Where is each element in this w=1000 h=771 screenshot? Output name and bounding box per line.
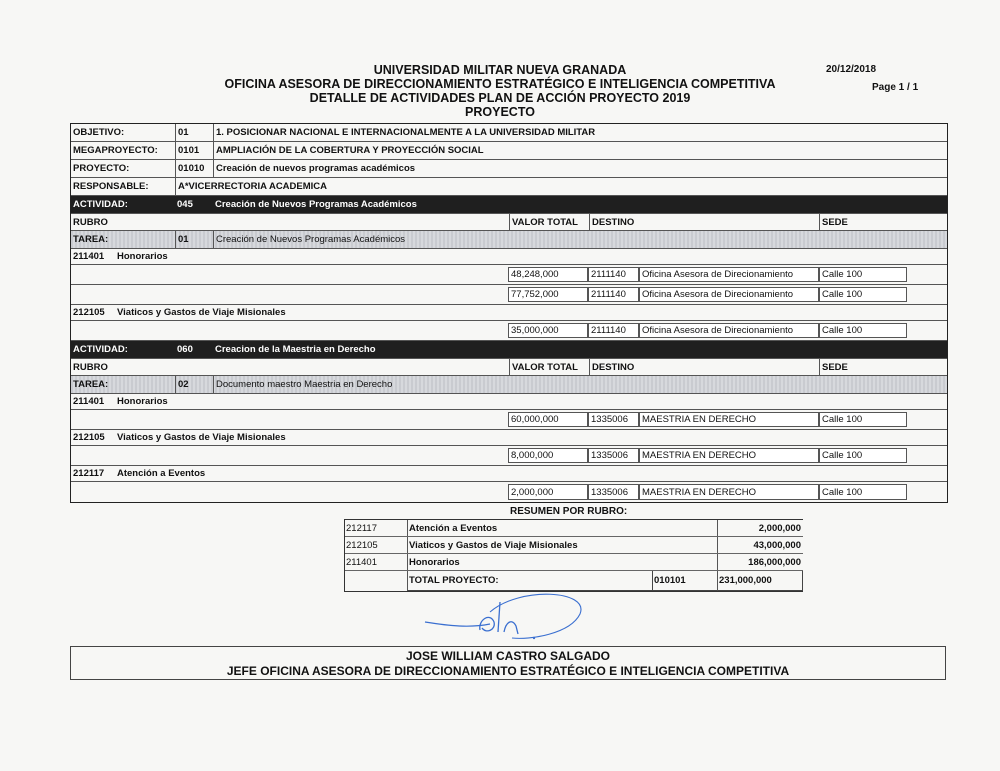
line-sede: Calle 100 [819,287,907,302]
summary-value: 43,000,000 [717,537,803,553]
summary-code: 212105 [346,539,378,551]
responsable-value: A*VICERRECTORIA ACADEMICA [175,178,327,195]
summary-title: RESUMEN POR RUBRO: [510,506,628,517]
proyecto-label: PROYECTO: [73,163,130,174]
report-title [0,91,1000,105]
line-valor: 8,000,000 [508,448,588,463]
line-valor: 35,000,000 [508,323,588,338]
responsable-row [71,178,947,196]
activity-code: 060 [177,344,193,355]
megaproyecto-label: MEGAPROYECTO: [73,145,158,156]
total-value: 231,000,000 [717,571,803,591]
report-year: 2019 [662,91,691,105]
tarea-code: 02 [175,376,213,393]
column-header-row [71,359,947,376]
rubro-code: 211401 [73,251,105,262]
line-sede: Calle 100 [819,267,907,282]
megaproyecto-code: 0101 [175,142,213,159]
line-sede: Calle 100 [819,484,907,500]
line-destino-code: 2111140 [588,287,639,302]
rubro-code: 212117 [73,468,105,479]
objetivo-row [71,124,947,142]
rubro-name: Honorarios [117,251,168,262]
rubro-code: 212105 [73,307,105,318]
signature-block [70,646,946,680]
line-valor: 2,000,000 [508,484,588,500]
proyecto-name: Creación de nuevos programas académicos [213,160,415,177]
activity-name: Creación de Nuevos Programas Académicos [215,199,417,210]
signature-mark [420,582,590,652]
line-destino: MAESTRIA EN DERECHO [639,484,819,500]
activity-label: ACTIVIDAD: [73,344,128,355]
summary-row [345,520,803,537]
line-row [71,265,947,285]
activity-label: ACTIVIDAD: [73,199,128,210]
activity-code: 045 [177,199,193,210]
signatory-title: JEFE OFICINA ASESORA DE DIRECCIONAMIENTO ESTRATÉGICO E INTELIGENCIA COMPETITIVA [226,664,790,678]
summary-code: 211401 [346,556,377,568]
col-valor: VALOR TOTAL [509,214,589,230]
summary-name: Honorarios [407,554,717,570]
signatory-name: JOSE WILLIAM CASTRO SALGADO [406,649,610,663]
megaproyecto-row [71,142,947,160]
rubro-name: Honorarios [117,396,168,407]
line-valor: 60,000,000 [508,412,588,427]
activity-row [71,341,947,359]
rubro-name: Atención a Eventos [117,468,206,479]
line-destino-code: 1335006 [588,448,639,463]
total-label: TOTAL PROYECTO: [407,571,653,591]
line-destino-code: 1335006 [588,484,639,500]
summary-row [345,537,803,554]
rubro-row [71,249,947,265]
activity-row [71,196,947,214]
line-row [71,410,947,430]
report-subtitle: PROYECTO [465,105,535,119]
rubro-row [71,305,947,321]
rubro-row [71,394,947,410]
summary-value: 2,000,000 [717,520,803,536]
col-rubro: RUBRO [73,216,108,228]
activity-name: Creacion de la Maestria en Derecho [215,344,376,355]
summary-name: Atención a Eventos [407,520,717,536]
line-sede: Calle 100 [819,412,907,427]
line-valor: 48,248,000 [508,267,588,282]
line-valor: 77,752,000 [508,287,588,302]
tarea-name: Creación de Nuevos Programas Académicos [213,231,405,248]
tarea-label: TAREA: [73,234,109,245]
line-destino: Oficina Asesora de Direcionamiento [639,287,819,302]
rubro-code: 212105 [73,432,105,443]
line-row [71,321,947,341]
university-name: UNIVERSIDAD MILITAR NUEVA GRANADA [373,63,627,77]
tarea-code: 01 [175,231,213,248]
line-destino-code: 1335006 [588,412,639,427]
objetivo-code: 01 [175,124,213,141]
megaproyecto-name: AMPLIACIÓN DE LA COBERTURA Y PROYECCIÓN SOCIAL [213,142,484,159]
summary-code: 212117 [346,522,377,534]
tarea-label: TAREA: [73,379,109,390]
page-number: Page 1 / 1 [872,82,919,93]
report-detail: DETALLE DE ACTIVIDADES PLAN DE ACCIÓN PROYECTO [309,91,660,105]
proyecto-code: 01010 [175,160,213,177]
line-row [71,446,947,466]
line-destino: Oficina Asesora de Direcionamiento [639,267,819,282]
col-sede: SEDE [819,214,848,230]
line-destino-code: 2111140 [588,323,639,338]
line-destino: MAESTRIA EN DERECHO [639,412,819,427]
rubro-row [71,466,947,482]
line-destino-code: 2111140 [588,267,639,282]
tarea-row [71,231,947,249]
rubro-name: Viaticos y Gastos de Viaje Misionales [117,432,286,443]
summary-row [345,554,803,571]
col-destino: DESTINO [589,359,634,375]
line-row [71,285,947,305]
rubro-row [71,430,947,446]
col-destino: DESTINO [589,214,634,230]
col-valor: VALOR TOTAL [509,359,589,375]
col-sede: SEDE [819,359,848,375]
summary-value: 186,000,000 [717,554,803,570]
summary-name: Viaticos y Gastos de Viaje Misionales [407,537,717,553]
line-destino: MAESTRIA EN DERECHO [639,448,819,463]
report-table [70,123,948,503]
total-code: 010101 [653,571,717,591]
responsable-label: RESPONSABLE: [73,181,149,192]
report-date: 20/12/2018 [826,64,877,75]
office-name: OFICINA ASESORA DE DIRECCIONAMIENTO ESTRATÉGICO E INTELIGENCIA COMPETITIVA [224,77,776,91]
column-header-row [71,214,947,231]
line-sede: Calle 100 [819,448,907,463]
proyecto-row [71,160,947,178]
tarea-row [71,376,947,394]
objetivo-name: 1. POSICIONAR NACIONAL E INTERNACIONALMENTE A LA UNIVERSIDAD MILITAR [213,124,595,141]
tarea-name: Documento maestro Maestria en Derecho [213,376,392,393]
line-row [71,482,947,502]
objetivo-label: OBJETIVO: [73,127,125,138]
line-destino: Oficina Asesora de Direcionamiento [639,323,819,338]
line-sede: Calle 100 [819,323,907,338]
col-rubro: RUBRO [73,361,108,373]
rubro-code: 211401 [73,396,105,407]
rubro-name: Viaticos y Gastos de Viaje Misionales [117,307,286,318]
